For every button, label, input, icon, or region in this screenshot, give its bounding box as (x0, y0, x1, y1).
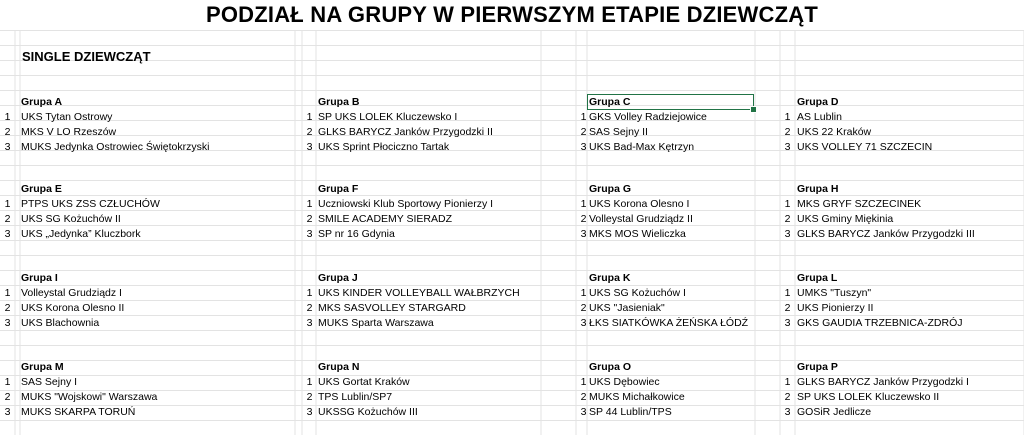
group-header[interactable]: Grupa K (589, 272, 631, 284)
team-name-cell[interactable]: GLKS BARYCZ Janków Przygodzki II (318, 126, 493, 138)
team-seed-number[interactable]: 1 (306, 198, 313, 210)
team-seed-number[interactable]: 3 (306, 317, 313, 329)
team-seed-number[interactable]: 1 (784, 198, 791, 210)
team-seed-number[interactable]: 1 (4, 111, 11, 123)
group-header[interactable]: Grupa A (21, 96, 63, 108)
group-header[interactable]: Grupa J (318, 272, 358, 284)
team-name-cell[interactable]: SP UKS LOLEK Kluczewsko II (797, 391, 940, 403)
team-name-cell[interactable]: UKS SG Kożuchów I (589, 287, 686, 299)
group-header[interactable]: Grupa O (589, 361, 632, 373)
group-header[interactable]: Grupa M (21, 361, 64, 373)
team-name-cell[interactable]: ŁKS SIATKÓWKA ŻEŃSKA ŁÓDŹ (589, 317, 749, 329)
team-seed-number[interactable]: 2 (4, 391, 11, 403)
team-seed-number[interactable]: 3 (784, 317, 791, 329)
group-header[interactable]: Grupa H (797, 183, 839, 195)
team-name-cell[interactable]: UKSSG Kożuchów III (318, 406, 418, 418)
team-name-cell[interactable]: UKS 22 Kraków (797, 126, 872, 138)
team-seed-number[interactable]: 2 (4, 302, 11, 314)
team-name-cell[interactable]: UKS Sprint Płociczno Tartak (318, 141, 450, 153)
team-name-cell[interactable]: MKS MOS Wieliczka (589, 228, 686, 240)
team-name-cell[interactable]: PTPS UKS ZSS CZŁUCHÓW (21, 198, 160, 210)
group-header[interactable]: Grupa G (589, 183, 632, 195)
team-name-cell[interactable]: UKS "Jasieniak" (589, 302, 665, 314)
team-seed-number[interactable]: 1 (580, 376, 587, 388)
team-seed-number[interactable]: 1 (4, 198, 11, 210)
team-seed-number[interactable]: 1 (580, 198, 587, 210)
team-seed-number[interactable]: 3 (580, 228, 587, 240)
team-name-cell[interactable]: UKS Gortat Kraków (318, 376, 410, 388)
team-seed-number[interactable]: 2 (784, 126, 791, 138)
team-seed-number[interactable]: 2 (784, 391, 791, 403)
team-seed-number[interactable]: 1 (306, 287, 313, 299)
group-header[interactable]: Grupa E (21, 183, 62, 195)
team-seed-number[interactable]: 2 (306, 213, 313, 225)
team-name-cell[interactable]: MUKS Michałkowice (589, 391, 685, 403)
team-seed-number[interactable]: 2 (306, 302, 313, 314)
team-seed-number[interactable]: 2 (580, 391, 587, 403)
group-header[interactable]: Grupa C (589, 96, 631, 108)
team-seed-number[interactable]: 1 (784, 376, 791, 388)
team-seed-number[interactable]: 3 (784, 406, 791, 418)
team-name-cell[interactable]: MKS SASVOLLEY STARGARD (318, 302, 466, 314)
team-seed-number[interactable]: 1 (306, 111, 313, 123)
team-name-cell[interactable]: Uczniowski Klub Sportowy Pionierzy I (318, 198, 494, 210)
team-name-cell[interactable]: UKS Blachownia (21, 317, 100, 329)
team-seed-number[interactable]: 3 (784, 228, 791, 240)
group-header[interactable]: Grupa B (318, 96, 360, 108)
team-seed-number[interactable]: 2 (4, 213, 11, 225)
team-seed-number[interactable]: 2 (580, 126, 587, 138)
team-name-cell[interactable]: UKS Bad-Max Kętrzyn (589, 141, 695, 153)
group-header[interactable]: Grupa L (797, 272, 838, 284)
team-seed-number[interactable]: 3 (306, 141, 313, 153)
team-name-cell[interactable]: SP UKS LOLEK Kluczewsko I (318, 111, 458, 123)
team-name-cell[interactable]: UKS „Jedynka” Kluczbork (21, 228, 141, 240)
team-seed-number[interactable]: 3 (580, 141, 587, 153)
team-name-cell[interactable]: MUKS Sparta Warszawa (318, 317, 434, 329)
team-name-cell[interactable]: SP 44 Lublin/TPS (589, 406, 672, 418)
team-seed-number[interactable]: 3 (580, 406, 587, 418)
team-name-cell[interactable]: UKS SG Kożuchów II (21, 213, 121, 225)
team-name-cell[interactable]: MKS V LO Rzeszów (21, 126, 117, 138)
team-name-cell[interactable]: SMILE ACADEMY SIERADZ (318, 213, 453, 225)
section-title: SINGLE DZIEWCZĄT (22, 49, 151, 64)
team-name-cell[interactable]: AS Lublin (797, 111, 842, 123)
team-name-cell[interactable]: TPS Lublin/SP7 (318, 391, 393, 403)
team-seed-number[interactable]: 3 (4, 406, 11, 418)
team-seed-number[interactable]: 1 (4, 287, 11, 299)
team-seed-number[interactable]: 3 (580, 317, 587, 329)
team-name-cell[interactable]: MUKS "Wojskowi" Warszawa (21, 391, 158, 403)
group-header[interactable]: Grupa D (797, 96, 839, 108)
team-seed-number[interactable]: 1 (784, 111, 791, 123)
team-name-cell[interactable]: GLKS BARYCZ Janków Przygodzki I (797, 376, 969, 388)
team-seed-number[interactable]: 2 (306, 126, 313, 138)
team-name-cell[interactable]: UKS KINDER VOLLEYBALL WAŁBRZYCH (318, 287, 520, 299)
team-seed-number[interactable]: 2 (580, 302, 587, 314)
team-name-cell[interactable]: UKS Tytan Ostrowy (21, 111, 113, 123)
group-header[interactable]: Grupa P (797, 361, 838, 373)
team-name-cell[interactable]: UMKS "Tuszyn" (797, 287, 872, 299)
team-name-cell[interactable]: MKS GRYF SZCZECINEK (797, 198, 922, 210)
selected-cell-indicator[interactable] (587, 94, 754, 110)
team-name-cell[interactable]: UKS Gminy Miękinia (797, 213, 894, 225)
group-header[interactable]: Grupa I (21, 272, 58, 284)
team-name-cell[interactable]: SAS Sejny II (589, 126, 648, 138)
team-name-cell[interactable]: MUKS Jedynka Ostrowiec Świętokrzyski (21, 141, 210, 153)
team-seed-number[interactable]: 3 (4, 317, 11, 329)
team-seed-number[interactable]: 3 (306, 406, 313, 418)
team-seed-number[interactable]: 1 (784, 287, 791, 299)
team-seed-number[interactable]: 2 (4, 126, 11, 138)
group-header[interactable]: Grupa F (318, 183, 359, 195)
team-name-cell[interactable]: UKS VOLLEY 71 SZCZECIN (797, 141, 933, 153)
team-name-cell[interactable]: GKS GAUDIA TRZEBNICA-ZDRÓJ (797, 317, 963, 329)
team-seed-number[interactable]: 3 (4, 228, 11, 240)
team-name-cell[interactable]: MUKS SKARPA TORUŃ (21, 406, 136, 418)
team-name-cell[interactable]: UKS Dębowiec (589, 376, 660, 388)
team-name-cell[interactable]: GKS Volley Radziejowice (589, 111, 707, 123)
team-name-cell[interactable]: SAS Sejny I (21, 376, 78, 388)
team-seed-number[interactable]: 2 (784, 213, 791, 225)
team-name-cell[interactable]: Volleystal Grudziądz II (589, 213, 693, 225)
team-name-cell[interactable]: UKS Korona Olesno I (589, 198, 690, 210)
team-seed-number[interactable]: 3 (4, 141, 11, 153)
team-name-cell[interactable]: GOSiR Jedlicze (797, 406, 872, 418)
team-name-cell[interactable]: GLKS BARYCZ Janków Przygodzki III (797, 228, 975, 240)
team-seed-number[interactable]: 3 (306, 228, 313, 240)
team-name-cell[interactable]: SP nr 16 Gdynia (318, 228, 395, 240)
team-seed-number[interactable]: 2 (580, 213, 587, 225)
team-seed-number[interactable]: 1 (580, 287, 587, 299)
page-title: PODZIAŁ NA GRUPY W PIERWSZYM ETAPIE DZIEWCZĄT (206, 2, 818, 27)
team-name-cell[interactable]: Volleystal Grudziądz I (21, 287, 122, 299)
team-name-cell[interactable]: UKS Pionierzy II (797, 302, 874, 314)
team-seed-number[interactable]: 2 (306, 391, 313, 403)
team-seed-number[interactable]: 3 (784, 141, 791, 153)
team-seed-number[interactable]: 1 (580, 111, 587, 123)
group-header[interactable]: Grupa N (318, 361, 360, 373)
team-name-cell[interactable]: UKS Korona Olesno II (21, 302, 125, 314)
team-seed-number[interactable]: 1 (4, 376, 11, 388)
team-seed-number[interactable]: 2 (784, 302, 791, 314)
team-seed-number[interactable]: 1 (306, 376, 313, 388)
